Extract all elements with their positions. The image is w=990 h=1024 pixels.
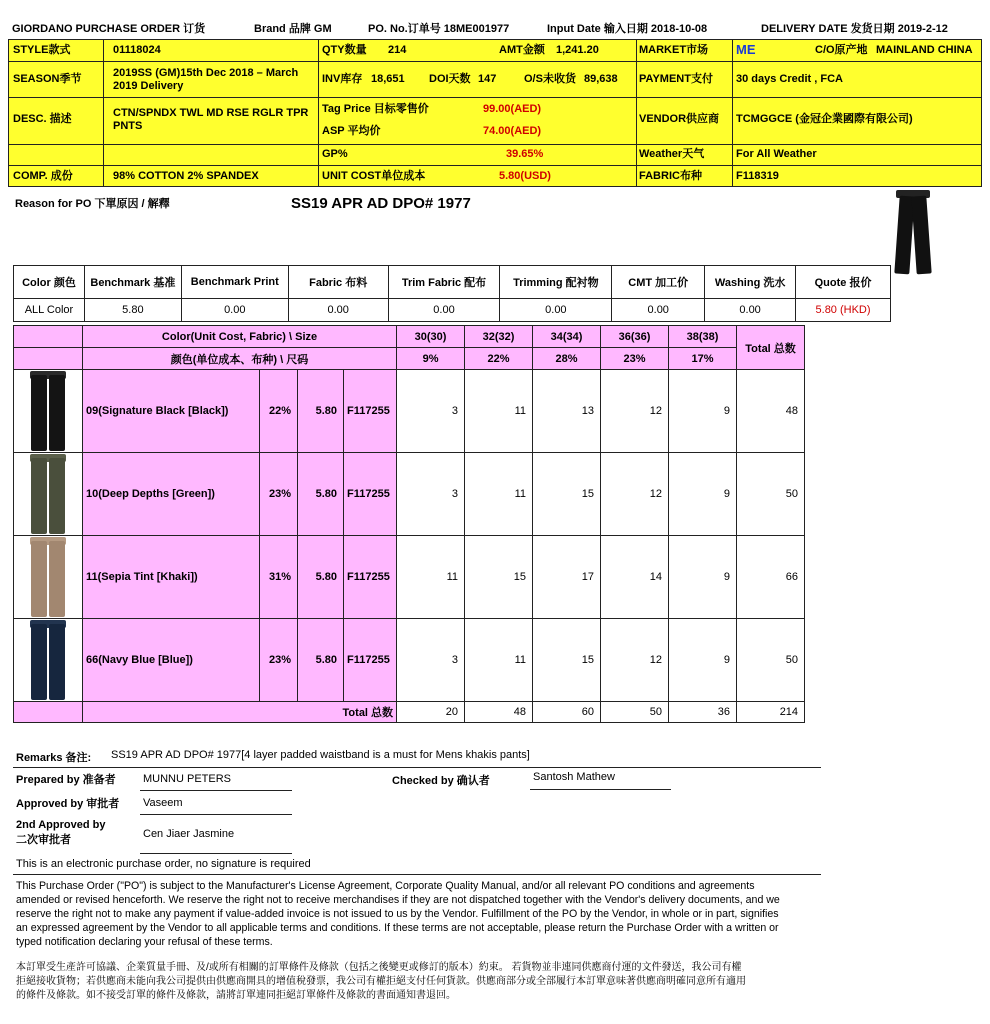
remarks-value: SS19 APR AD DPO# 1977[4 layer padded waistband is a must for Mens khakis pants] xyxy=(111,749,530,761)
qty-cell: 3 xyxy=(397,453,465,536)
doi-value: 147 xyxy=(478,73,497,85)
color-swatch-cell xyxy=(14,453,83,536)
unit-cost-value: 5.80(USD) xyxy=(499,170,551,182)
checked-label: Checked by 确认者 xyxy=(392,775,490,787)
size-pct-36: 23% xyxy=(601,348,669,370)
bench-header-quote: Quote 报价 xyxy=(796,266,891,299)
bench-value-quote: 5.80 (HKD) xyxy=(796,299,891,322)
size-total: 36 xyxy=(669,702,737,723)
qty-cell: 13 xyxy=(533,370,601,453)
color-pct: 23% xyxy=(260,619,298,702)
season-label: SEASON季节 xyxy=(13,73,82,85)
qty-cell: 9 xyxy=(669,619,737,702)
weather-value: For All Weather xyxy=(736,148,817,160)
tag-price-label: Tag Price 目标零售价 xyxy=(322,103,429,115)
weather-label: Weather天气 xyxy=(639,148,705,160)
totals-row xyxy=(14,702,805,723)
size-pct-38: 17% xyxy=(669,348,737,370)
row-total: 50 xyxy=(737,453,805,536)
terms-divider xyxy=(13,874,821,875)
swatch-leg-right xyxy=(49,541,65,617)
bench-header-trimming: Trimming 配衬物 xyxy=(500,266,612,299)
color-size-table xyxy=(13,325,805,723)
color-header-en: Color(Unit Cost, Fabric) \ Size xyxy=(83,326,397,348)
swatch-leg-right xyxy=(49,458,65,534)
style-label: STYLE款式 xyxy=(13,44,71,56)
row-total: 50 xyxy=(737,619,805,702)
electronic-note: This is an electronic purchase order, no signature is required xyxy=(16,858,311,870)
qty-cell: 9 xyxy=(669,453,737,536)
bench-value-fabric: 0.00 xyxy=(288,299,388,322)
approved-value: Vaseem xyxy=(143,797,183,809)
size-pct-34: 28% xyxy=(533,348,601,370)
inv-label: INV库存 xyxy=(322,73,363,85)
gp-label: GP% xyxy=(322,148,348,160)
color-swatch-cell xyxy=(14,619,83,702)
bench-value-washing: 0.00 xyxy=(705,299,796,322)
qty-cell: 17 xyxy=(533,536,601,619)
header-blank-cell xyxy=(14,348,83,370)
benchmark-header-row xyxy=(14,266,891,299)
terms-en-line: amended or revised henceforth. We reserve the right not to receive merchandises if they are not dispatched together with the Vendor's delivery documents, and we xyxy=(16,894,780,906)
comp-value: 98% COTTON 2% SPANDEX xyxy=(113,170,259,182)
qty-cell: 3 xyxy=(397,370,465,453)
bench-header-benchmark: Benchmark 基准 xyxy=(84,266,181,299)
asp-value: 74.00(AED) xyxy=(483,125,542,137)
order-info-panel xyxy=(8,39,982,187)
prepared-value: MUNNU PETERS xyxy=(143,773,232,785)
qty-cell: 9 xyxy=(669,536,737,619)
approved2-label-en: 2nd Approved by xyxy=(16,819,106,831)
fabric-label: FABRIC布种 xyxy=(639,170,702,182)
terms-english xyxy=(16,879,780,949)
swatch-leg-right xyxy=(49,624,65,700)
color-fabric: F117255 xyxy=(344,536,397,619)
style-value: 01118024 xyxy=(113,44,161,56)
qty-cell: 12 xyxy=(601,453,669,536)
qty-value: 214 xyxy=(388,44,407,56)
qty-cell: 11 xyxy=(465,453,533,536)
checked-signature-line xyxy=(530,789,671,790)
size-pct-row xyxy=(14,348,805,370)
row-total: 66 xyxy=(737,536,805,619)
tag-price-value: 99.00(AED) xyxy=(483,103,542,115)
gp-value: 39.65% xyxy=(506,148,544,160)
qty-cell: 9 xyxy=(669,370,737,453)
amt-value: 1,241.20 xyxy=(556,44,599,56)
table-row xyxy=(14,370,805,453)
terms-cn-line: 本訂單受生產許可協議、企業質量手冊、及/或所有相關的訂單條件及條款（包括之後變更或修訂的版本）約束。 若貨物並非連同供應商付運的文件發送，我公司有權 xyxy=(16,962,742,973)
qty-cell: 11 xyxy=(465,619,533,702)
bench-header-color: Color 颜色 xyxy=(14,266,85,299)
payment-value: 30 days Credit , FCA xyxy=(736,73,843,85)
qty-label: QTY数量 xyxy=(322,44,367,56)
size-total: 48 xyxy=(465,702,533,723)
qty-cell: 15 xyxy=(533,453,601,536)
pants-swatch-green xyxy=(29,454,67,534)
size-38: 38(38) xyxy=(669,326,737,348)
size-total: 60 xyxy=(533,702,601,723)
prepared-label: Prepared by 准备者 xyxy=(16,774,116,786)
desc-label: DESC. 描述 xyxy=(13,113,72,125)
row-total: 48 xyxy=(737,370,805,453)
color-pct: 22% xyxy=(260,370,298,453)
totals-blank-cell xyxy=(14,702,83,723)
bench-header-washing: Washing 洗水 xyxy=(705,266,796,299)
origin-label: C/O原产地 xyxy=(815,44,868,56)
bench-value-cmt: 0.00 xyxy=(612,299,705,322)
table-row xyxy=(14,453,805,536)
terms-en-line: reserve the right not to make any payment if value-added invoice is not issued to us by the Vendor. Fulfillment of the PO by the Vendor, in whole or in part, signifies xyxy=(16,908,779,920)
amt-label: AMT金额 xyxy=(499,44,545,56)
bench-header-cmt: CMT 加工价 xyxy=(612,266,705,299)
qty-cell: 15 xyxy=(465,536,533,619)
season-value: 2019SS (GM)15th Dec 2018 – March 2019 Delivery xyxy=(113,67,299,92)
input-date: Input Date 输入日期 2018-10-08 xyxy=(547,23,708,35)
remarks-label: Remarks 备注: xyxy=(16,752,92,764)
swatch-leg-left xyxy=(31,624,47,700)
swatch-leg-left xyxy=(31,541,47,617)
size-total: 20 xyxy=(397,702,465,723)
bench-header-trim-fabric: Trim Fabric 配布 xyxy=(388,266,500,299)
bench-value-trimming: 0.00 xyxy=(500,299,612,322)
bench-value-benchmark: 5.80 xyxy=(84,299,181,322)
size-pct-32: 22% xyxy=(465,348,533,370)
table-row xyxy=(14,619,805,702)
approved-label: Approved by 审批者 xyxy=(16,798,120,810)
size-total: 50 xyxy=(601,702,669,723)
pants-swatch-black xyxy=(29,371,67,451)
approved-signature-line xyxy=(140,814,292,815)
size-pct-30: 9% xyxy=(397,348,465,370)
color-fabric: F117255 xyxy=(344,619,397,702)
total-header: Total 总数 xyxy=(737,326,805,370)
color-swatch-cell xyxy=(14,370,83,453)
color-fabric: F117255 xyxy=(344,453,397,536)
approved2-label-cn: 二次审批者 xyxy=(16,834,71,846)
bench-value-benchmark-print: 0.00 xyxy=(181,299,288,322)
swatch-leg-right xyxy=(49,375,65,451)
qty-cell: 11 xyxy=(465,370,533,453)
bench-value-trim-fabric: 0.00 xyxy=(388,299,500,322)
color-pct: 31% xyxy=(260,536,298,619)
desc-value: CTN/SPNDX TWL MD RSE RGLR TPR PNTS xyxy=(113,107,309,132)
reason-label: Reason for PO 下單原因 / 解釋 xyxy=(15,198,170,210)
benchmark-table xyxy=(13,265,891,322)
asp-label: ASP 平均价 xyxy=(322,125,381,137)
size-36: 36(36) xyxy=(601,326,669,348)
color-name: 11(Sepia Tint [Khaki]) xyxy=(83,536,260,619)
approved2-value: Cen Jiaer Jasmine xyxy=(143,828,235,840)
benchmark-value-row xyxy=(14,299,891,322)
terms-en-line: an expressed agreement by the Vendor to all applicable terms and conditions. If these terms are not acceptable, please return the Purchase Order with a written or xyxy=(16,922,779,934)
po-title: SS19 APR AD DPO# 1977 xyxy=(291,195,471,212)
qty-cell: 15 xyxy=(533,619,601,702)
color-cost: 5.80 xyxy=(298,619,344,702)
terms-chinese xyxy=(16,961,746,1003)
color-cost: 5.80 xyxy=(298,370,344,453)
vendor-value: TCMGGCE (金冠企業國際有限公司) xyxy=(736,113,913,125)
color-name: 66(Navy Blue [Blue]) xyxy=(83,619,260,702)
color-swatch-cell xyxy=(14,536,83,619)
os-label: O/S未收货 xyxy=(524,73,576,85)
po-number: PO. No.订单号 18ME001977 xyxy=(368,23,510,35)
inv-value: 18,651 xyxy=(371,73,405,85)
pants-swatch-navy xyxy=(29,620,67,700)
terms-cn-line: 拒絕接收貨物；若供應商未能向我公司提供由供應商開具的增值稅發票，我公司有權拒絕支付任何貨款。供應商部分或全部履行本訂單意味著供應商明確同意所有適用 xyxy=(16,976,746,987)
footer-total-label: Total 总数 xyxy=(83,702,397,723)
color-cost: 5.80 xyxy=(298,536,344,619)
fabric-value: F118319 xyxy=(736,170,779,182)
terms-en-line: typed notification declaring your refusal of these terms. xyxy=(16,936,273,948)
unit-cost-label: UNIT COST单位成本 xyxy=(322,170,426,182)
remarks-divider xyxy=(13,767,821,768)
size-34: 34(34) xyxy=(533,326,601,348)
delivery-date: DELIVERY DATE 发货日期 2019-2-12 xyxy=(761,23,948,35)
pants-swatch-khaki xyxy=(29,537,67,617)
terms-cn-line: 的條件及條款。如不接受訂單的條件及條款，請將訂單連同拒絕訂單條件及條款的書面通知書退回。 xyxy=(16,990,456,1001)
vendor-label: VENDOR供应商 xyxy=(639,113,720,125)
swatch-leg-left xyxy=(31,375,47,451)
qty-cell: 12 xyxy=(601,370,669,453)
approved2-signature-line xyxy=(140,853,292,854)
size-header-row xyxy=(14,326,805,348)
doi-label: DOI天数 xyxy=(429,73,471,85)
qty-cell: 12 xyxy=(601,619,669,702)
origin-value: MAINLAND CHINA xyxy=(876,44,973,56)
bench-value-color: ALL Color xyxy=(14,299,85,322)
color-cost: 5.80 xyxy=(298,453,344,536)
header-blank-cell xyxy=(14,326,83,348)
table-row xyxy=(14,536,805,619)
qty-cell: 11 xyxy=(397,536,465,619)
color-name: 10(Deep Depths [Green]) xyxy=(83,453,260,536)
market-label: MARKET市场 xyxy=(639,44,709,56)
qty-cell: 3 xyxy=(397,619,465,702)
size-32: 32(32) xyxy=(465,326,533,348)
size-30: 30(30) xyxy=(397,326,465,348)
color-name: 09(Signature Black [Black]) xyxy=(83,370,260,453)
bench-header-benchmark-print: Benchmark Print xyxy=(181,266,288,299)
market-value: ME xyxy=(736,42,756,57)
product-leg-right xyxy=(911,196,931,275)
payment-label: PAYMENT支付 xyxy=(639,73,713,85)
qty-cell: 14 xyxy=(601,536,669,619)
color-pct: 23% xyxy=(260,453,298,536)
brand: Brand 品牌 GM xyxy=(254,23,332,35)
checked-value: Santosh Mathew xyxy=(533,771,615,783)
color-fabric: F117255 xyxy=(344,370,397,453)
comp-label: COMP. 成份 xyxy=(13,170,73,182)
company-title: GIORDANO PURCHASE ORDER 订货 xyxy=(12,23,206,35)
product-image xyxy=(893,190,933,274)
bench-header-fabric: Fabric 布料 xyxy=(288,266,388,299)
color-header-cn: 颜色(单位成本、布种) \ 尺码 xyxy=(83,348,397,370)
grand-total: 214 xyxy=(737,702,805,723)
swatch-leg-left xyxy=(31,458,47,534)
prepared-signature-line xyxy=(140,790,292,791)
os-value: 89,638 xyxy=(584,73,618,85)
terms-en-line: This Purchase Order ("PO") is subject to the Manufacturer's License Agreement, Corporate Quality Manual, and/or all relevant PO conditions and agreements xyxy=(16,880,755,892)
